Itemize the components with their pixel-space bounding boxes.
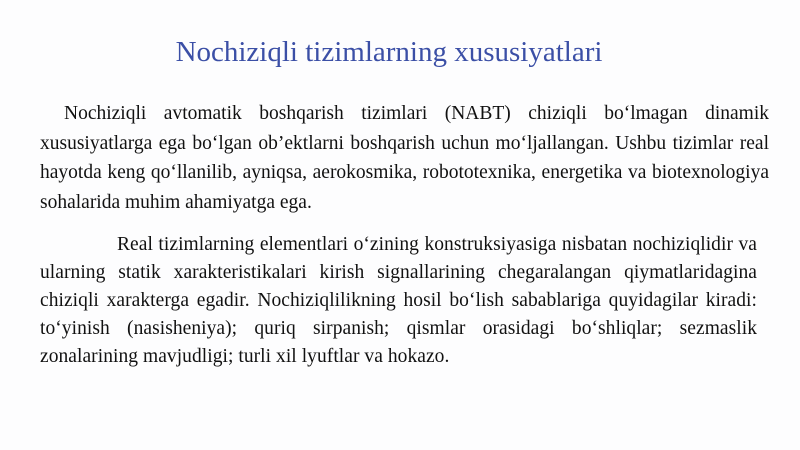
- causes-paragraph: Real tizimlarning elementlari o‘zining konstruksiyasiga nisbatan nochiziqlidir va ularning statik xarakteristikalari kirish signallarining chegaralangan qiymatlaridagina chiziqli xarakterga egadir. Nochiziqlilikning hosil bo‘lish sabablariga quyidagilar kiradi: to‘yinish (nasisheniya); quriq sirpanish; qismlar orasidagi bo‘shliqlar; sezmaslik zonalarining mavjudligi; turli xil lyuftlar va hokazo.: [40, 234, 757, 367]
- slide-title: Nochiziqli tizimlarning xususiyatlari: [175, 36, 603, 68]
- intro-paragraph: Nochiziqli avtomatik boshqarish tizimlari (NABT) chiziqli bo‘lmagan dinamik xususiyatlarga ega bo‘lgan ob’ektlarni boshqarish uchun mo‘ljallangan. Ushbu tizimlar real hayotda keng qo‘llanilib, ayniqsa, aerokosmika, robototexnika, energetika va biotexnologiya sohalarida muhim ahamiyatga ega.: [40, 103, 769, 213]
